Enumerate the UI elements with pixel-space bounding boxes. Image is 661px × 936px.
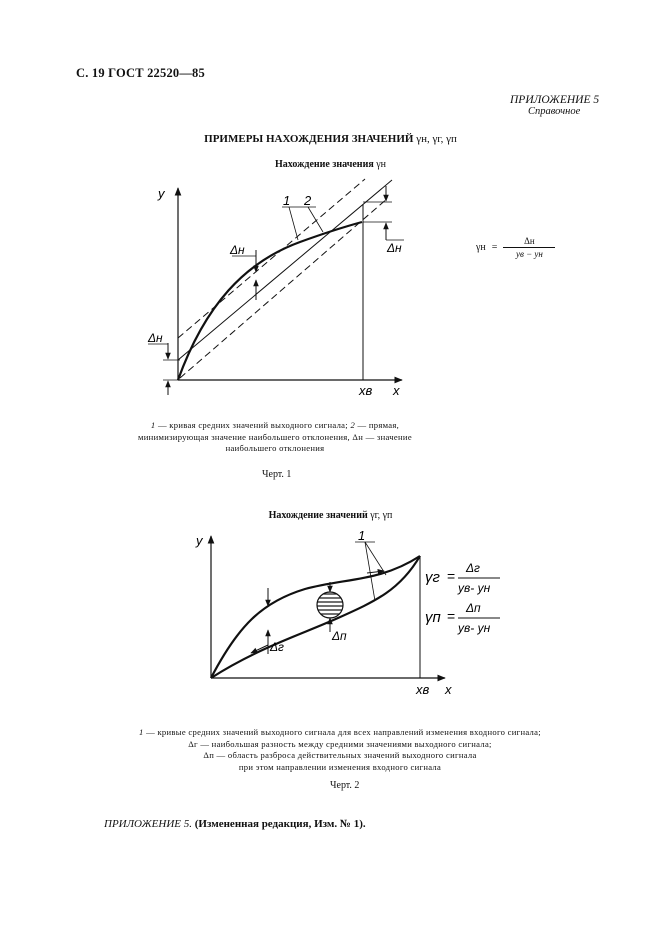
figure1-formula-lhs: γн <box>476 242 486 253</box>
figure1-formula-denominator: yв − yн <box>515 249 543 259</box>
figure2-x-label: x <box>445 682 452 697</box>
figure2-caption <box>90 727 590 773</box>
figure1-x-label: x <box>393 383 400 398</box>
figure2-dg-label: Δг <box>270 640 284 654</box>
figure1-formula-numerator: Δн <box>503 236 555 248</box>
figure2-formula-g-num: Δг <box>466 561 480 575</box>
footer-text: (Измененная редакция, Изм. № 1). <box>194 818 366 830</box>
figure2-xv-label: xв <box>416 682 430 697</box>
figure1-caption-text1: — кривая средних значений выходного сигнала; <box>155 420 351 430</box>
figure1-caption-num2: 2 <box>350 420 356 430</box>
figure2-formula-g-lhs: γг <box>425 569 440 586</box>
figure2-leader-1b <box>365 542 375 601</box>
figure1-caption-num1: 1 <box>150 420 156 430</box>
figure1-upper-dashed-line <box>178 179 365 338</box>
footer-label: ПРИЛОЖЕНИЕ 5. <box>104 818 192 830</box>
figure2-subtitle-symbols: γг, γп <box>370 510 393 521</box>
figure1-delta-label-mid: Δн <box>230 243 245 257</box>
figure2-y-label: y <box>196 533 203 548</box>
figure1-caption-line3: наибольшего отклонения <box>225 443 325 453</box>
figure1-caption-text1-end: — прямая, <box>355 420 400 430</box>
figure2-caption-line1 <box>90 727 590 739</box>
figure2-formula-g-eq: = <box>447 568 456 584</box>
appendix-label: ПРИЛОЖЕНИЕ 5 <box>510 94 600 106</box>
figure1-curve2-label: 2 <box>304 193 312 208</box>
figure2-subtitle <box>0 510 661 521</box>
figure2-caption-text1: — кривые средних значений выходного сигнала для всех направлений изменения входного сигнала; <box>143 727 541 737</box>
main-title-symbols: γн, γг, γп <box>416 133 457 145</box>
figure2-subtitle-text: Нахождение значений <box>268 510 368 521</box>
figure2-formula-g-den: yв- yн <box>458 581 491 595</box>
figure1-lower-dashed-line <box>180 198 388 378</box>
figure1-caption-line2: минимизирующая значение наибольшего отклонения, Δн — значение <box>138 431 412 442</box>
figure2-formula-p-eq: = <box>447 608 456 624</box>
appendix-sublabel: Справочное <box>528 106 581 117</box>
figure2-caption-line3: Δп — область разброса действительных значений выходного сигнала <box>203 750 477 760</box>
figure2-dp-label: Δп <box>332 629 347 643</box>
figure2-caption-line4: при этом направлении изменения входного сигнала <box>238 761 442 772</box>
figure1-formula <box>476 236 555 259</box>
figure2-curve1-label: 1 <box>358 528 366 543</box>
figure2-label: Черт. 2 <box>330 780 360 791</box>
figure1-caption-line1 <box>110 420 440 432</box>
page-header: С. 19 ГОСТ 22520—85 <box>76 66 205 80</box>
figure2-caption-num1: 1 <box>139 727 144 737</box>
figure2-formula-p-lhs: γп <box>425 609 441 626</box>
figure1-curve1-label: 1 <box>283 193 291 208</box>
figure1-formula-fraction <box>503 236 555 259</box>
figure2-caption-line2: Δг — наибольшая разность между средними значениями выходного сигнала; <box>188 738 492 749</box>
figure1-delta-label-right: Δн <box>387 241 402 255</box>
figure1-delta-label-origin: Δн <box>148 331 163 345</box>
footer-note <box>104 818 366 830</box>
figure1-leader-1 <box>289 207 298 240</box>
figure1-subtitle-text: Нахождение значения <box>274 159 374 170</box>
figure2-formula-p-num: Δп <box>466 601 481 615</box>
figure2-curve-lower <box>211 556 420 678</box>
figure1-leader-2 <box>308 207 323 232</box>
figure1-caption <box>110 420 440 455</box>
main-title-text: ПРИМЕРЫ НАХОЖДЕНИЯ ЗНАЧЕНИЙ <box>204 133 414 145</box>
figure1-xv-label: xв <box>359 383 373 398</box>
figure1-subtitle-symbol: γн <box>376 159 387 170</box>
figure1-y-label: y <box>158 186 165 201</box>
figure1-formula-eq: = <box>491 242 498 253</box>
figure2-formula-p-den: yв- yн <box>458 621 491 635</box>
figure2-hatched-region <box>317 592 343 618</box>
figure1-label: Черт. 1 <box>262 469 292 480</box>
